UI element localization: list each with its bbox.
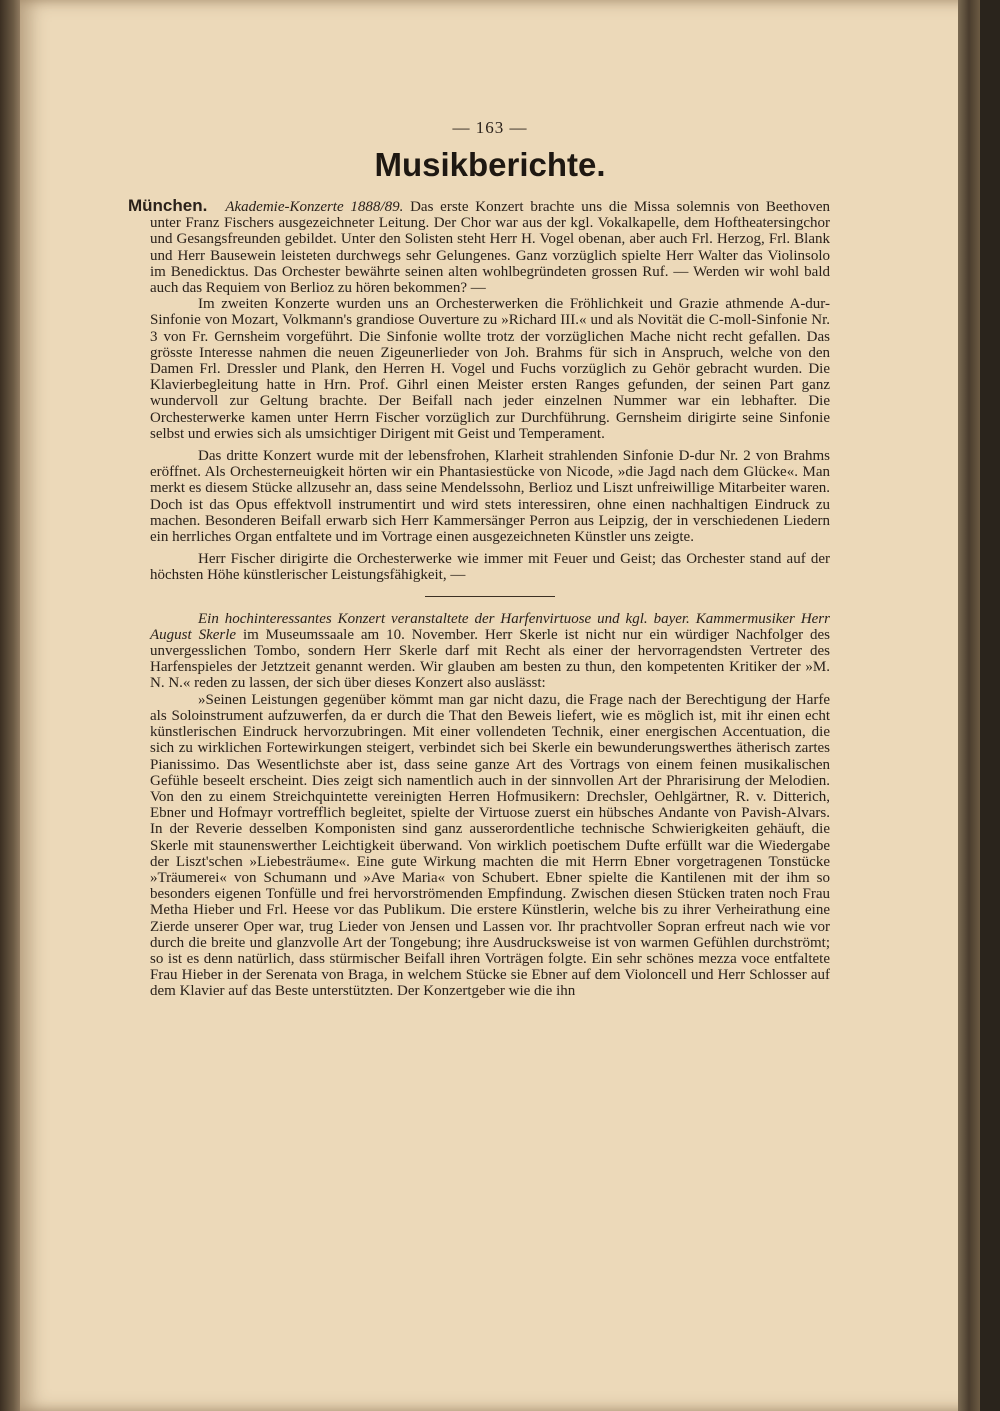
city-label: München. [128, 196, 208, 215]
page-edge [958, 0, 980, 1411]
book-spine [0, 0, 22, 1411]
page-number: — 163 — [452, 118, 528, 137]
section1-heading: Akademie-Konzerte 1888/89. [225, 199, 404, 215]
section2-heading: Ein hochinteressantes Konzert veranstaltete der Harfenvirtuose und kgl. bayer. Kammermusiker Herr August Skerle [150, 610, 830, 643]
section2-paragraph-1 [150, 611, 830, 692]
section1-paragraph-3: Das dritte Konzert wurde mit der lebensfrohen, Klarheit strahlenden Sinfonie D-dur Nr. 2 von Brahms eröffnet. Als Orchesterneuigkeit hörten wir ein Phantasiestücke von Nicode, »die Jagd nach dem Glücke«. Man merkt es diesem Stücke allzusehr an, dass seine Mendelssohn, Berlioz und Liszt unfreiwillige Mitarbeiter waren. Doch ist das Opus effektvoll instrumentirt und wird stets interessiren, ohne einen nachhaltigen Eindruck zu machen. Besonderen Beifall erwarb sich Herr Kammersänger Perron aus Leipzig, der in verschiedenen Liedern ein herrliches Organ entfaltete und im Vortrage einen ausgezeichneten Künstler uns zeigte. [150, 448, 830, 546]
section-divider [425, 596, 555, 597]
section2-p1-text: im Museumssaale am 10. November. Herr Skerle ist nicht nur ein würdiger Nachfolger des unvergesslichen Tombo, sondern Herr Skerle darf mit Recht als einer der hervorragendsten Vertreter des Harfenspieles der Jetztzeit genannt werden. Wir glauben am besten zu thun, den kompetenten Kritiker der »M. N. N.« reden zu lassen, der sich über dieses Konzert also auslässt: [150, 626, 830, 692]
section1-p1-text: Das erste Konzert brachte uns die Missa solemnis von Beethoven unter Franz Fischers ausgezeichneter Leitung. Der Chor war aus der kgl. Vokalkapelle, dem Hoftheatersingchor und Gesangsfreunden gebildet. Unter den Solisten steht Herr H. Vogel obenan, aber auch Frl. Herzog, Frl. Blank und Herr Bausewein leisteten durchwegs sehr Gelungenes. Ganz vorzüglich spielte Herr Walter das Violinsolo im Benedicktus. Das Orchester bewährte seinen alten wohlbegründeten grossen Ruf. — Werden wir wohl bald auch das Requiem von Berlioz zu hören bekommen? — [150, 199, 831, 297]
page-title: Musikberichte. [374, 146, 606, 183]
section1-paragraph-1 [128, 196, 831, 297]
section1-paragraph-4: Herr Fischer dirigirte die Orchesterwerke wie immer mit Feuer und Geist; das Orchester stand auf der höchsten Höhe künstlerischer Leistungsfähigkeit, — [150, 551, 830, 584]
book-page [20, 0, 980, 1411]
section2-paragraph-2: »Seinen Leistungen gegenüber kömmt man gar nicht dazu, die Frage nach der Berechtigung der Harfe als Soloinstrument aufzuwerfen, da er durch die That den Beweis liefert, wie es möglich ist, mit ihr einen echt künstlerischen Eindruck hervorzubringen. Mit einer vollendeten Technik, einer energischen Accentuation, die sich zu wirklichen Fortewirkungen steigert, verbindet sich bei Skerle ein bewunderungswerthes ätherisch zartes Pianissimo. Das Wesentlichste aber ist, dass seine ganze Art des Vortrags von einem feinen musikalischen Gefühle beseelt erscheint. Dies zeigt sich namentlich auch in der sinnvollen Art der Phrarisirung der Melodien. Von den zu einem Streichquintette vereinigten Herren Hofmusikern: Drechsler, Oehlgärtner, R. v. Ditterich, Ebner und Hofmayr vortrefflich begleitet, spielte der Virtuose zuerst ein hübsches Andante von Pavish-Alvars. In der Reverie desselben Komponisten sind ganz ausserordentliche technische Schwierigkeiten gehäuft, die Skerle mit staunenswerther Leichtigkeit überwand. Von wirklich poetischem Dufte erfüllt war die Wiedergabe der Liszt'schen »Liebesträume«. Eine gute Wirkung machten die mit Herrn Ebner vorgetragenen Tonstücke »Träumerei« von Schumann und »Ave Maria« von Schubert. Ebner spielte die Kantilenen mit der ihm so besonders eigenen Tonfülle und frei hervorströmenden Empfindung. Zwischen diesen Stücken traten noch Frau Metha Hieber und Frl. Heese vor das Publikum. Die erstere Künstlerin, welche bis zu ihrer Verheirathung eine Zierde unserer Oper war, trug Lieder von Jensen und Lassen vor. Ihr prachtvoller Sopran erfreut nach wie vor durch die breite und glanzvolle Art der Tongebung; ihre Ausdrucksweise ist von warmen Gefühlen durchströmt; so ist es denn natürlich, dass stürmischer Beifall ihren Vorträgen folgte. Ein sehr schönes mezza voce entfaltete Frau Hieber in der Serenata von Braga, in welchem Stücke sie Ebner auf dem Violoncell und Herr Schlosser auf dem Klavier auf das Beste unterstützten. Der Konzertgeber wie die ihn [150, 691, 830, 1000]
section1-paragraph-2: Im zweiten Konzerte wurden uns an Orchesterwerken die Fröhlichkeit und Grazie athmende A-dur-Sinfonie von Mozart, Volkmann's grandiose Ouverture zu »Richard III.« und als Novität die C-moll-Sinfonie Nr. 3 von Fr. Gernsheim vorgeführt. Die Sinfonie wollte trotz der vorzüglichen Mache nicht recht gefallen. Das grösste Interesse nahmen die neuen Zigeunerlieder von Joh. Brahms für sich in Anspruch, welche von den Damen Frl. Dressler und Plank, den Herren H. Vogel und Fuchs vorzüglich zu Gehör gebracht wurden. Die Klavierbegleitung hatte in Hrn. Prof. Gihrl einen Meister ersten Ranges gefunden, der seinen Part ganz wundervoll zur Geltung brachte. Der Beifall nach jeder einzelnen Nummer war ein lebhafter. Die Orchesterwerke kamen unter Herrn Fischer vorzüglich zur Durchführung. Gernsheim dirigirte seine Sinfonie selbst und erwies sich als umsichtiger Dirigent mit Geist und Temperament. [150, 296, 830, 442]
page-content [128, 118, 831, 1000]
